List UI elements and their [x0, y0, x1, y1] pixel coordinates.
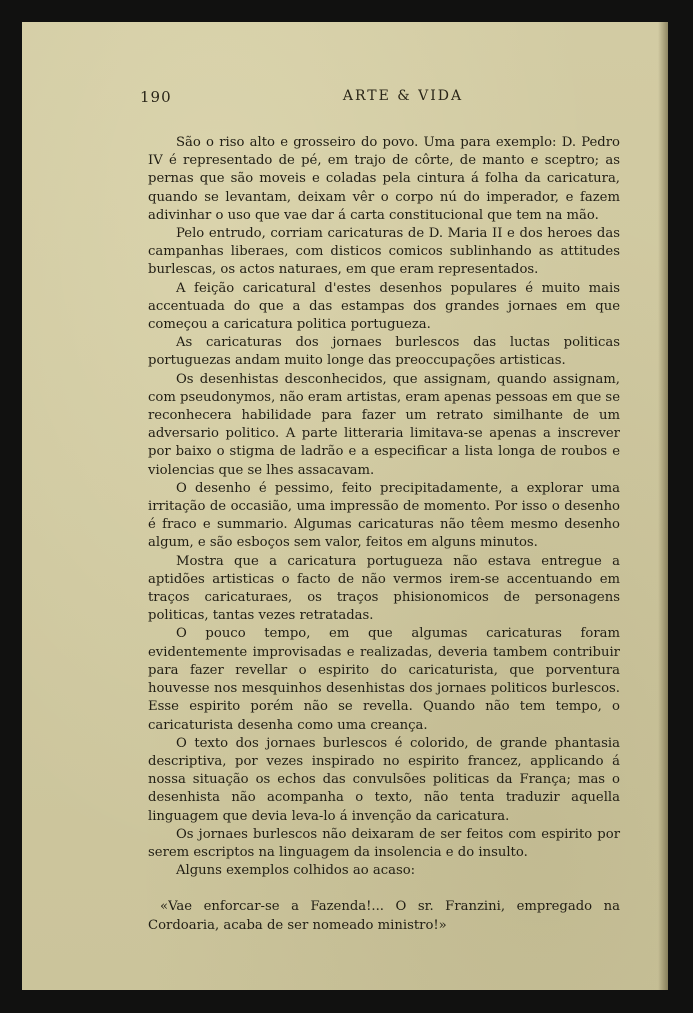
- book-page: [22, 22, 668, 990]
- paragraph: O desenho é pessimo, feito precipitadamente, a explorar uma irritação de occasião, uma impressão de momento. Por isso o desenho é fraco e summario. Algumas caricaturas não têem mesmo desenho algum, e são esboços sem valor, feitos em alguns minutos.: [148, 480, 620, 551]
- paragraph: Os desenhistas desconhecidos, que assignam, quando assignam, com pseudonymos, não eram artistas, eram apenas pessoas em que se reconhecera habilidade para fazer um retrato similhante de um adversario politico. A parte litteraria limitava-se apenas a inscrever por baixo o stigma de ladrão e a especificar a lista longa de roubos e violencias que se lhes assacavam.: [148, 371, 621, 478]
- body-text: [148, 134, 620, 935]
- page-number: 190: [140, 88, 172, 106]
- paragraph: O pouco tempo, em que algumas caricaturas foram evidentemente improvisadas e realizadas, deveria tambem contribuir para fazer revellar o espirito do caricaturista, que porventura houvesse nos mesquinhos desenhistas dos jornaes politicos burlescos. Esse espirito porém não se revella. Quando não tem tempo, o caricaturista desenha como uma creança.: [148, 626, 620, 733]
- paragraph: São o riso alto e grosseiro do povo. Uma para exemplo: D. Pedro IV é representado de pé, em trajo de côrte, de manto e sceptro; as pernas que são moveis e coladas pela cintura á folha da caricatura, quando se levantam, deixam vêr o corpo nú do imperador, e fazem adivinhar o uso que vae dar á carta constitucional que tem na mão.: [148, 135, 620, 223]
- paragraph: As caricaturas dos jornaes burlescos das luctas politicas portuguezas andam muito longe das preoccupações artisticas.: [148, 335, 620, 369]
- paragraph: Os jornaes burlescos não deixaram de ser feitos com espirito por serem escriptos na linguagem da insolencia e do insulto.: [148, 826, 620, 860]
- quotation: «Vae enforcar-se a Fazenda!... O sr. Franzini, empregado na Cordoaria, acaba de ser nomeado ministro!»: [148, 899, 620, 933]
- paragraph: Pelo entrudo, corriam caricaturas de D. Maria II e dos heroes das campanhas liberaes, com disticos comicos sublinhando as attitudes burlescas, os actos naturaes, em que eram representados.: [148, 226, 620, 278]
- paragraph: Alguns exemplos colhidos ao acaso:: [176, 863, 416, 879]
- page-gutter-shadow: [658, 22, 668, 990]
- paragraph: A feição caricatural d'estes desenhos populares é muito mais accentuada do que a das estampas dos grandes jornaes em que começou a caricatura politica portugueza.: [148, 280, 620, 333]
- running-title: ARTE & VIDA: [342, 88, 464, 104]
- paragraph: Mostra que a caricatura portugueza não estava entregue a aptidões artisticas o facto de não vermos irem-se accentuando em traços caricaturaes, os traços phisionomicos de personagens politicas, tantas vezes retratadas.: [148, 553, 620, 624]
- paragraph: O texto dos jornaes burlescos é colorido, de grande phantasia descriptiva, por vezes inspirado no espirito francez, applicando á nossa situação os echos das convulsões politicas da França; mas o desenhista não acompanha o texto, não tenta traduzir aquella linguagem que devia leva-lo á invenção da caricatura.: [148, 735, 620, 824]
